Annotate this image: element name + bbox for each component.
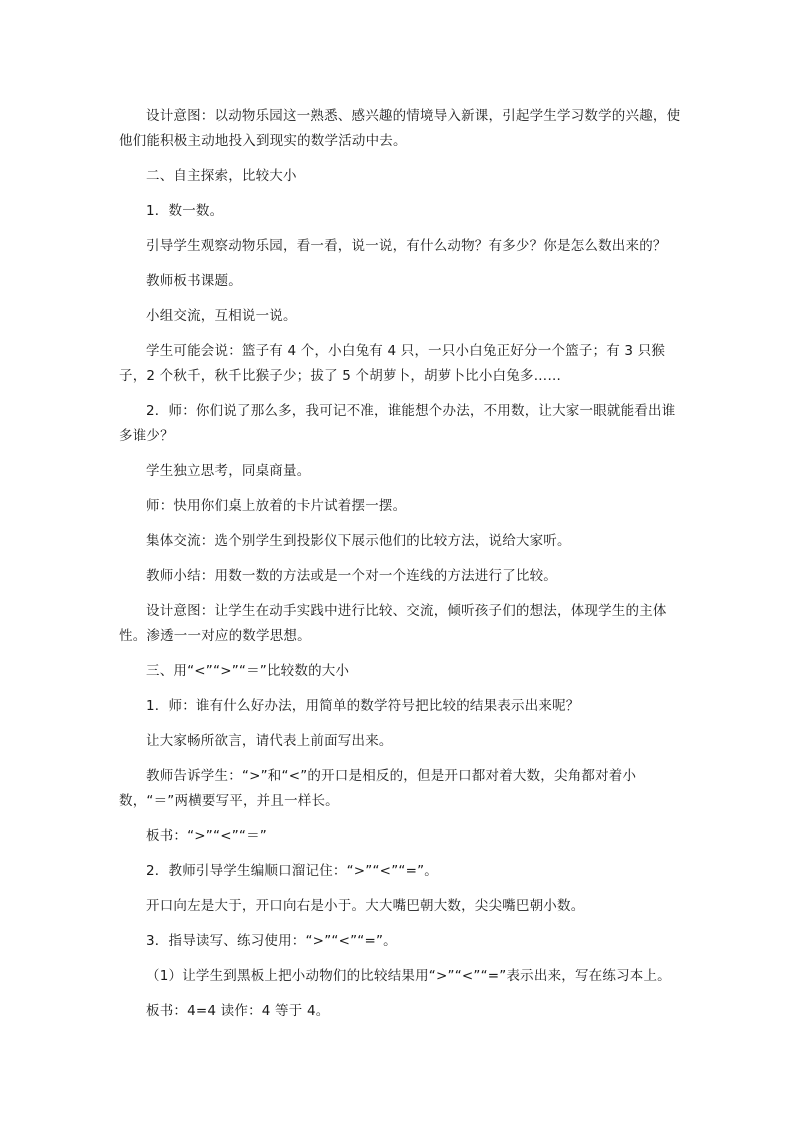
document-page (119, 104, 689, 1034)
paragraph: 让大家畅所欲言，请代表上前面写出来。 (146, 733, 393, 749)
paragraph: 设计意图：让学生在动手实践中进行比较、交流，倾听孩子们的想法，体现学生的主体性。渗透一一对应的数学思想。 (119, 603, 667, 644)
paragraph: 教师小结：用数一数的方法或是一个对一个连线的方法进行了比较。 (146, 568, 557, 584)
paragraph: 学生独立思考，同桌商量。 (146, 463, 311, 479)
paragraph: 3．指导读写、练习使用：“>”“<”“=”。 (146, 933, 397, 949)
paragraph: 教师告诉学生：“>”和“<”的开口是相反的，但是开口都对着大数，尖角都对着小数，“＝”两横要写平，并且一样长。 (119, 768, 637, 809)
paragraph: 教师板书课题。 (146, 273, 242, 289)
paragraph: 1．师：谁有什么好办法，用简单的数学符号把比较的结果表示出来呢？ (146, 698, 580, 714)
paragraph: 2．师：你们说了那么多，我可记不准，谁能想个办法，不用数，让大家一眼就能看出谁多谁少？ (119, 403, 676, 444)
paragraph: 2．教师引导学生编顺口溜记住：“>”“<”“=”。 (146, 863, 438, 879)
paragraph: （1）让学生到黑板上把小动物们的比较结果用“>”“<”“=”表示出来，写在练习本上。 (146, 968, 671, 984)
paragraph: 设计意图：以动物乐园这一熟悉、感兴趣的情境导入新课，引起学生学习数学的兴趣，使他们能积极主动地投入到现实的数学活动中去。 (119, 108, 681, 149)
paragraph: 开口向左是大于，开口向右是小于。大大嘴巴朝大数，尖尖嘴巴朝小数。 (146, 898, 585, 914)
paragraph: 学生可能会说：篮子有 4 个，小白兔有 4 只，一只小白兔正好分一个篮子；有 3 只猴子，2 个秋千，秋千比猴子少；拔了 5 个胡萝卜，胡萝卜比小白兔多…… (119, 343, 666, 384)
section-heading: 二、自主探索，比较大小 (146, 168, 297, 184)
paragraph: 师：快用你们桌上放着的卡片试着摆一摆。 (146, 498, 407, 514)
paragraph: 1．数一数。 (146, 203, 224, 219)
paragraph: 集体交流：选个别学生到投影仪下展示他们的比较方法，说给大家听。 (146, 533, 571, 549)
paragraph: 引导学生观察动物乐园，看一看，说一说，有什么动物？有多少？你是怎么数出来的？ (146, 238, 667, 254)
paragraph: 板书：“>”“<”“＝” (146, 828, 267, 844)
paragraph: 板书：4=4 读作：4 等于 4。 (146, 1003, 330, 1019)
paragraph: 小组交流，互相说一说。 (146, 308, 297, 324)
section-heading: 三、用“<”“>”“＝”比较数的大小 (146, 663, 350, 679)
